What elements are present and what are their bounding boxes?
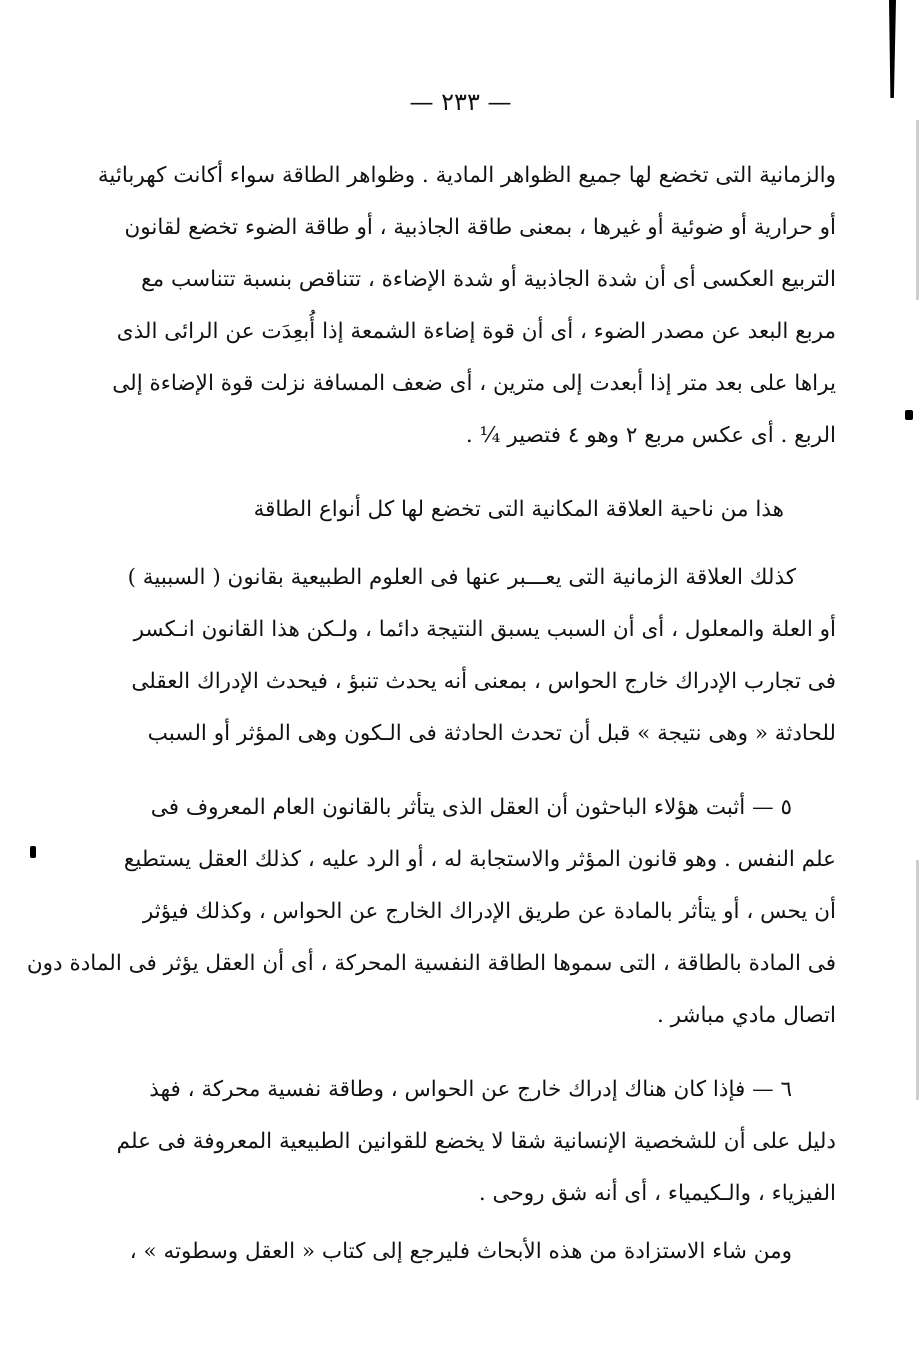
text-line: ٦ — فإذا كان هناك إدراك خارج عن الحواس ، وطاقة نفسية محركة ، فهذ	[149, 1077, 792, 1102]
paragraph	[127, 552, 836, 760]
paragraph	[116, 1064, 836, 1220]
text-line: التربيع العكسى أى أن شدة الجاذبية أو شدة الإضاءة ، تتناقص بنسبة تتناسب مع	[141, 267, 836, 292]
paragraph	[97, 150, 836, 462]
ink-speck	[30, 846, 36, 858]
text-line: علم النفس . وهو قانون المؤثر والاستجابة له ، أو الرد عليه ، كذلك العقل يستطيع	[123, 847, 836, 872]
text-line: كذلك العلاقة الزمانية التى يعـــبر عنها فى العلوم الطبيعية بقانون ( السببية )	[127, 565, 796, 590]
text-line: الفيزياء ، والـكيمياء ، أى أنه شق روحى .	[478, 1181, 836, 1206]
text-line: ومن شاء الاستزادة من هذه الأبحاث فليرجع إلى كتاب « العقل وسطوته » ،	[129, 1239, 792, 1264]
text-line: أو العلة والمعلول ، أى أن السبب يسبق النتيجة دائما ، ولـكن هذا القانون انـكسر	[133, 617, 836, 642]
page-edge-shadow	[916, 120, 919, 300]
text-line: اتصال مادي مباشر .	[656, 1003, 836, 1028]
text-line: الربع . أى عكس مربع ٢ وهو ٤ فتصير ¼ .	[465, 423, 836, 448]
text-line: أن يحس ، أو يتأثر بالمادة عن طريق الإدراك الخارج عن الحواس ، وكذلك فيؤثر	[142, 899, 836, 924]
paragraph	[129, 1226, 836, 1278]
page-edge-shadow	[916, 860, 919, 1100]
body-text	[26, 150, 836, 1278]
page-number: — ٢٣٣ —	[409, 88, 512, 116]
paragraph	[26, 782, 836, 1042]
paragraph	[160, 484, 836, 536]
text-line: فى المادة بالطاقة ، التى سموها الطاقة النفسية المحركة ، أى أن العقل يؤثر فى المادة دون	[26, 951, 836, 976]
text-line: والزمانية التى تخضع لها جميع الظواهر المادية . وظواهر الطاقة سواء أكانت كهربائية	[97, 163, 836, 188]
text-line: ٥ — أثبت هؤلاء الباحثون أن العقل الذى يتأثر بالقانون العام المعروف فى	[150, 795, 792, 820]
text-line: يراها على بعد متر إذا أبعدت إلى مترين ، أى ضعف المسافة نزلت قوة الإضاءة إلى	[112, 371, 836, 396]
margin-mark	[889, 0, 896, 98]
text-line: دليل على أن للشخصية الإنسانية شقا لا يخضع للقوانين الطبيعية المعروفة فى علم	[116, 1129, 836, 1154]
text-line: للحادثة « وهى نتيجة » قبل أن تحدث الحادثة فى الـكون وهى المؤثر أو السبب	[147, 721, 836, 746]
text-line: فى تجارب الإدراك خارج الحواس ، بمعنى أنه يحدث تنبؤ ، فيحدث الإدراك العقلى	[131, 669, 836, 694]
text-line: مربع البعد عن مصدر الضوء ، أى أن قوة إضاءة الشمعة إذا أُبعِدَت عن الرائى الذى	[116, 319, 836, 344]
text-line: أو حرارية أو ضوئية أو غيرها ، بمعنى طاقة الجاذبية ، أو طاقة الضوء تخضع لقانون	[124, 215, 836, 240]
text-line: هذا من ناحية العلاقة المكانية التى تخضع لها كل أنواع الطاقة	[253, 497, 784, 522]
ink-speck	[905, 410, 913, 420]
